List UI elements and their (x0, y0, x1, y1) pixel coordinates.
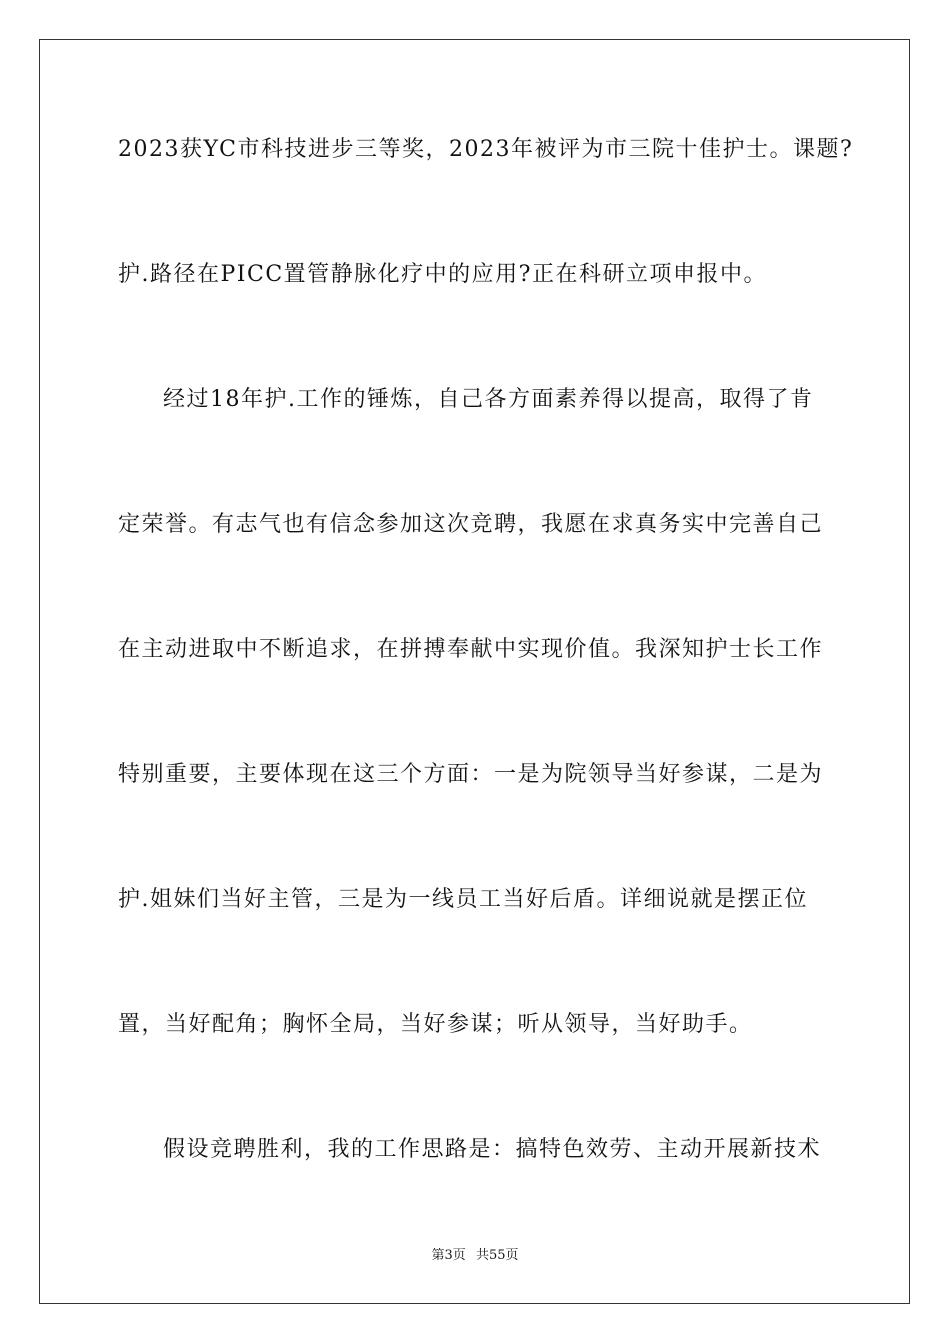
body-line-1: 2023获YC市科技进步三等奖，2023年被评为市三院十佳护士。课题? (118, 137, 854, 162)
body-line-7: 护.姐妹们当好主管，三是为一线员工当好后盾。详细说就是摆正位 (118, 887, 808, 912)
body-line-3: 经过18年护.工作的锤炼，自己各方面素养得以提高，取得了肯 (163, 387, 814, 412)
body-line-6: 特别重要，主要体现在这三个方面：一是为院领导当好参谋，二是为 (118, 762, 824, 787)
body-line-8: 置，当好配角；胸怀全局，当好参谋；听从领导，当好助手。 (118, 1012, 753, 1037)
body-line-2: 护.路径在PICC置管静脉化疗中的应用?正在科研立项申报中。 (118, 262, 767, 287)
body-line-4: 定荣誉。有志气也有信念参加这次竞聘，我愿在求真务实中完善自己 (118, 512, 824, 537)
page-footer (0, 1248, 950, 1264)
body-line-5: 在主动进取中不断追求，在拼搏奉献中实现价值。我深知护士长工作 (118, 637, 824, 662)
body-line-9: 假设竞聘胜利，我的工作思路是：搞特色效劳、主动开展新技术 (163, 1137, 822, 1162)
page-total: 共55页 (475, 1248, 519, 1263)
page-number: 第3页 (431, 1248, 466, 1263)
page-border (39, 39, 910, 1304)
